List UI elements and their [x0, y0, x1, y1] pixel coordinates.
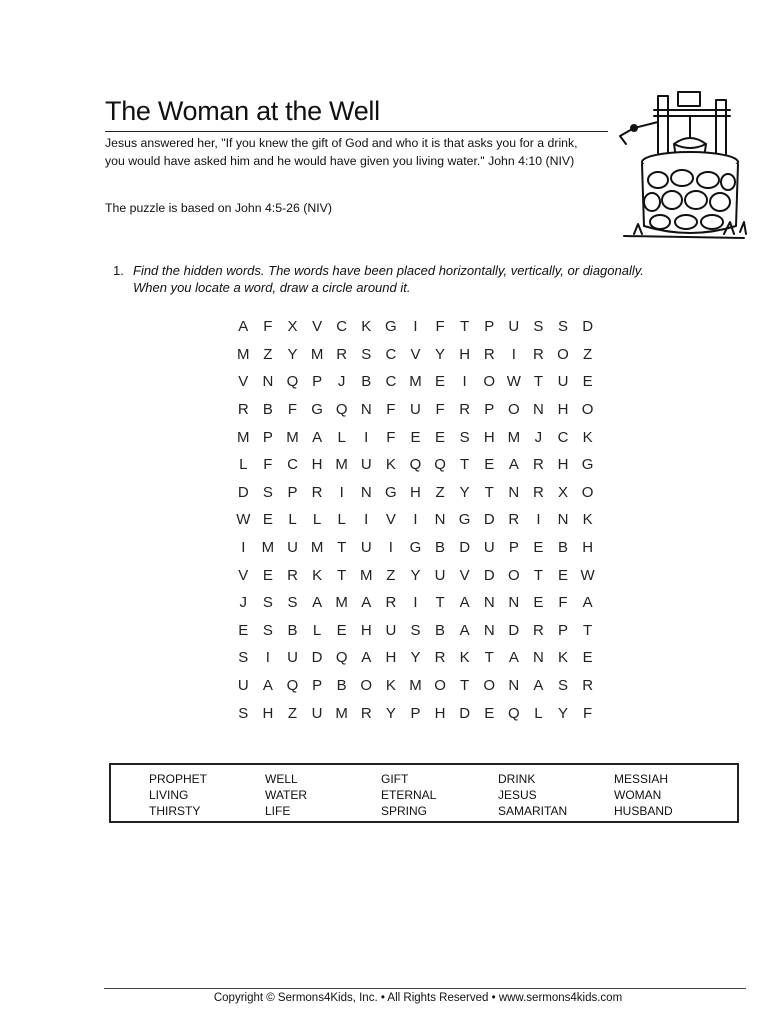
grid-letter[interactable]: K: [582, 428, 593, 446]
grid-letter[interactable]: O: [507, 401, 520, 419]
grid-letter[interactable]: T: [583, 621, 593, 639]
grid-letter[interactable]: X: [287, 318, 298, 336]
word-list-item: JESUS: [498, 788, 537, 802]
grid-letter[interactable]: E: [533, 594, 544, 612]
grid-letter[interactable]: G: [385, 483, 397, 501]
grid-letter[interactable]: M: [409, 677, 422, 695]
grid-letter[interactable]: J: [239, 594, 248, 612]
grid-letter[interactable]: E: [262, 511, 273, 529]
grid-letter[interactable]: N: [360, 401, 372, 419]
grid-letter[interactable]: U: [557, 373, 569, 391]
wishing-well-icon: [614, 88, 748, 248]
grid-letter[interactable]: S: [238, 704, 249, 722]
grid-letter[interactable]: M: [286, 428, 299, 446]
instruction-line-1: Find the hidden words. The words have been placed horizontally, vertically, or diagonally.: [133, 263, 644, 278]
grid-letter[interactable]: B: [262, 401, 273, 419]
grid-letter[interactable]: V: [385, 511, 396, 529]
instruction-line-2: When you locate a word, draw a circle around it.: [133, 280, 411, 295]
grid-letter[interactable]: Z: [583, 345, 593, 363]
grid-letter[interactable]: I: [364, 511, 369, 529]
grid-letter[interactable]: N: [533, 401, 544, 419]
grid-letter[interactable]: K: [459, 649, 470, 667]
grid-letter[interactable]: S: [287, 594, 298, 612]
grid-letter[interactable]: Y: [410, 566, 421, 584]
grid-letter[interactable]: U: [385, 621, 397, 639]
grid-letter[interactable]: L: [312, 511, 322, 529]
grid-letter[interactable]: K: [582, 511, 593, 529]
grid-letter[interactable]: M: [360, 566, 373, 584]
word-list-item: PROPHET: [149, 772, 208, 786]
grid-letter[interactable]: A: [361, 649, 372, 667]
grid-letter[interactable]: O: [581, 483, 594, 501]
grid-letter[interactable]: K: [558, 649, 569, 667]
grid-letter[interactable]: N: [434, 511, 446, 529]
grid-letter[interactable]: O: [581, 401, 594, 419]
grid-letter[interactable]: L: [239, 456, 248, 474]
verse-line-2: you would have asked him and he would have given you living water." John 4:10 (NIV): [105, 154, 575, 168]
grid-letter[interactable]: M: [335, 594, 348, 612]
grid-letter[interactable]: R: [533, 345, 544, 363]
grid-letter[interactable]: L: [337, 511, 346, 529]
grid-letter[interactable]: B: [361, 373, 372, 391]
grid-letter[interactable]: S: [459, 428, 470, 446]
grid-letter[interactable]: Q: [286, 677, 299, 695]
grid-letter[interactable]: H: [582, 539, 594, 557]
grid-letter[interactable]: R: [360, 704, 372, 722]
grid-letter[interactable]: P: [312, 373, 323, 391]
grid-letter[interactable]: C: [336, 318, 348, 336]
grid-letter[interactable]: D: [459, 704, 471, 722]
grid-letter[interactable]: N: [508, 594, 520, 612]
page-title: The Woman at the Well: [105, 96, 380, 126]
grid-letter[interactable]: Y: [410, 649, 421, 667]
grid-letter[interactable]: C: [557, 428, 569, 446]
grid-letter[interactable]: Y: [459, 483, 470, 501]
grid-letter[interactable]: M: [335, 456, 348, 474]
grid-letter[interactable]: C: [385, 345, 397, 363]
word-list-item: ETERNAL: [381, 788, 437, 802]
word-list-item: WOMAN: [614, 788, 662, 802]
grid-letter[interactable]: S: [262, 621, 273, 639]
grid-letter[interactable]: D: [459, 539, 471, 557]
grid-letter[interactable]: W: [580, 566, 595, 584]
grid-letter[interactable]: E: [582, 373, 593, 391]
grid-letter[interactable]: H: [557, 456, 569, 474]
grid-letter[interactable]: S: [238, 649, 249, 667]
grid-letter[interactable]: L: [312, 621, 322, 639]
grid-letter[interactable]: I: [536, 511, 541, 529]
grid-letter[interactable]: E: [582, 649, 593, 667]
grid-letter[interactable]: H: [410, 483, 421, 501]
grid-letter[interactable]: E: [558, 566, 569, 584]
grid-letter[interactable]: R: [533, 621, 544, 639]
grid-letter[interactable]: P: [508, 539, 519, 557]
grid-letter[interactable]: N: [360, 483, 372, 501]
grid-letter[interactable]: R: [287, 566, 298, 584]
grid-letter[interactable]: S: [558, 677, 569, 695]
grid-letter[interactable]: M: [507, 428, 521, 446]
grid-letter[interactable]: I: [241, 539, 246, 557]
grid-letter[interactable]: M: [310, 539, 324, 557]
grid-letter[interactable]: G: [581, 456, 594, 474]
grid-letter[interactable]: J: [337, 373, 346, 391]
grid-letter[interactable]: U: [360, 539, 372, 557]
grid-letter[interactable]: G: [458, 511, 471, 529]
grid-letter[interactable]: S: [410, 621, 421, 639]
grid-letter[interactable]: A: [508, 456, 519, 474]
grid-letter[interactable]: P: [558, 621, 569, 639]
grid-letter[interactable]: F: [558, 594, 568, 612]
grid-letter[interactable]: S: [262, 483, 273, 501]
grid-letter[interactable]: I: [462, 373, 467, 391]
grid-letter[interactable]: A: [508, 649, 519, 667]
grid-letter[interactable]: H: [434, 704, 446, 722]
grid-letter[interactable]: U: [237, 677, 249, 695]
grid-letter[interactable]: E: [410, 428, 421, 446]
grid-letter[interactable]: A: [262, 677, 273, 695]
grid-letter[interactable]: F: [386, 428, 396, 446]
word-list-item: THIRSTY: [149, 804, 201, 818]
grid-letter[interactable]: T: [435, 594, 445, 612]
grid-letter[interactable]: E: [238, 621, 249, 639]
grid-letter[interactable]: I: [265, 649, 270, 667]
grid-letter[interactable]: P: [312, 677, 323, 695]
word-list-box: [109, 763, 739, 823]
grid-letter[interactable]: I: [388, 539, 393, 557]
grid-letter[interactable]: Q: [434, 456, 446, 474]
grid-letter[interactable]: O: [483, 677, 496, 695]
grid-letter[interactable]: D: [483, 511, 495, 529]
grid-letter[interactable]: U: [410, 401, 421, 419]
word-list-item: GIFT: [381, 772, 409, 786]
grid-letter[interactable]: N: [483, 594, 495, 612]
grid-letter[interactable]: T: [484, 483, 494, 501]
grid-letter[interactable]: K: [385, 456, 396, 474]
grid-letter[interactable]: E: [435, 373, 446, 391]
grid-letter[interactable]: T: [460, 456, 470, 474]
verse: [105, 134, 625, 170]
grid-letter[interactable]: K: [361, 318, 372, 336]
grid-letter[interactable]: I: [413, 594, 418, 612]
grid-letter[interactable]: N: [483, 621, 495, 639]
grid-letter[interactable]: R: [385, 594, 397, 612]
grid-letter[interactable]: L: [337, 428, 346, 446]
grid-letter[interactable]: G: [385, 318, 397, 336]
grid-letter[interactable]: G: [409, 539, 422, 557]
grid-letter[interactable]: Y: [435, 345, 446, 363]
word-list-item: MESSIAH: [614, 772, 669, 786]
grid-letter[interactable]: O: [507, 566, 520, 584]
footer-copyright: Copyright © Sermons4Kids, Inc. • All Rights Reserved • www.sermons4kids.com: [213, 992, 623, 1004]
grid-letter[interactable]: M: [409, 373, 422, 391]
grid-letter[interactable]: L: [288, 511, 297, 529]
grid-letter[interactable]: D: [483, 566, 495, 584]
grid-letter[interactable]: W: [506, 373, 521, 391]
grid-letter[interactable]: U: [483, 539, 495, 557]
grid-letter[interactable]: A: [459, 594, 470, 612]
grid-letter[interactable]: B: [558, 539, 569, 557]
grid-letter[interactable]: M: [261, 539, 275, 557]
grid-letter[interactable]: R: [311, 483, 323, 501]
grid-letter[interactable]: H: [483, 428, 495, 446]
grid-letter[interactable]: H: [360, 621, 372, 639]
grid-letter[interactable]: O: [483, 373, 496, 391]
grid-letter[interactable]: D: [237, 483, 249, 501]
grid-letter[interactable]: C: [385, 373, 397, 391]
grid-letter[interactable]: U: [434, 566, 446, 584]
grid-letter[interactable]: T: [484, 649, 494, 667]
grid-letter[interactable]: T: [533, 373, 543, 391]
grid-letter[interactable]: H: [262, 704, 274, 722]
word-list-item: WELL: [265, 772, 298, 786]
grid-letter[interactable]: M: [310, 345, 324, 363]
grid-letter[interactable]: A: [533, 677, 544, 695]
grid-letter[interactable]: E: [484, 456, 495, 474]
grid-letter[interactable]: Q: [335, 401, 348, 419]
grid-letter[interactable]: F: [435, 401, 445, 419]
scripture-reference: The puzzle is based on John 4:5-26 (NIV): [105, 201, 332, 215]
grid-letter[interactable]: P: [484, 401, 495, 419]
word-search-grid[interactable]: [231, 313, 600, 727]
grid-letter[interactable]: F: [263, 318, 273, 336]
grid-letter[interactable]: P: [484, 318, 495, 336]
grid-letter[interactable]: R: [533, 483, 544, 501]
grid-letter[interactable]: C: [287, 456, 298, 474]
grid-letter[interactable]: O: [360, 677, 373, 695]
word-list-item: LIVING: [149, 788, 189, 802]
grid-letter[interactable]: T: [460, 318, 470, 336]
grid-letter[interactable]: T: [460, 677, 470, 695]
grid-letter[interactable]: U: [287, 649, 298, 667]
grid-letter[interactable]: Z: [435, 483, 445, 501]
grid-letter[interactable]: E: [435, 428, 446, 446]
grid-letter[interactable]: H: [557, 401, 569, 419]
word-list-column: [614, 771, 673, 819]
grid-letter[interactable]: V: [238, 566, 249, 584]
grid-letter[interactable]: F: [386, 401, 396, 419]
grid-letter[interactable]: F: [583, 704, 593, 722]
grid-letter[interactable]: Y: [558, 704, 569, 722]
word-list-item: LIFE: [265, 804, 291, 818]
grid-letter[interactable]: K: [385, 677, 396, 695]
grid-letter[interactable]: O: [557, 345, 569, 363]
grid-letter[interactable]: R: [508, 511, 520, 529]
word-list-column: [498, 771, 567, 819]
grid-letter[interactable]: O: [434, 677, 446, 695]
grid-letter[interactable]: A: [582, 594, 593, 612]
grid-letter[interactable]: F: [287, 401, 298, 419]
grid-letter[interactable]: P: [262, 428, 273, 446]
grid-letter[interactable]: Q: [286, 373, 299, 391]
grid-letter[interactable]: A: [361, 594, 372, 612]
grid-letter[interactable]: I: [339, 483, 344, 501]
grid-letter[interactable]: I: [511, 345, 516, 363]
grid-letter[interactable]: T: [337, 539, 347, 557]
grid-letter[interactable]: Z: [263, 345, 273, 363]
grid-letter[interactable]: Y: [385, 704, 396, 722]
grid-letter[interactable]: L: [534, 704, 543, 722]
grid-letter[interactable]: V: [459, 566, 470, 584]
grid-letter[interactable]: N: [533, 649, 544, 667]
word-list-item: HUSBAND: [614, 804, 673, 818]
grid-letter[interactable]: I: [413, 318, 418, 336]
grid-letter[interactable]: U: [360, 456, 372, 474]
grid-letter[interactable]: Y: [287, 345, 298, 363]
grid-letter[interactable]: R: [336, 345, 348, 363]
grid-letter[interactable]: H: [385, 649, 397, 667]
grid-letter[interactable]: V: [410, 345, 421, 363]
grid-letter[interactable]: B: [435, 539, 446, 557]
grid-letter[interactable]: E: [484, 704, 495, 722]
word-list-item: SPRING: [381, 804, 428, 818]
grid-letter[interactable]: W: [236, 511, 251, 529]
grid-letter[interactable]: R: [533, 456, 544, 474]
grid-letter[interactable]: U: [508, 318, 520, 336]
grid-letter[interactable]: E: [336, 621, 347, 639]
word-list-column: [265, 771, 307, 819]
grid-letter[interactable]: F: [263, 456, 273, 474]
title-divider: [105, 131, 608, 132]
grid-letter[interactable]: F: [435, 318, 445, 336]
grid-letter[interactable]: B: [287, 621, 298, 639]
word-list-item: SAMARITAN: [498, 804, 568, 818]
instruction-number: 1.: [113, 263, 124, 278]
grid-letter[interactable]: N: [508, 677, 520, 695]
grid-letter[interactable]: I: [364, 428, 369, 446]
grid-letter[interactable]: R: [237, 401, 249, 419]
grid-letter[interactable]: S: [262, 594, 273, 612]
grid-letter[interactable]: T: [533, 566, 543, 584]
grid-letter[interactable]: R: [582, 677, 594, 695]
grid-letter[interactable]: A: [312, 428, 323, 446]
grid-letter[interactable]: Q: [507, 704, 520, 722]
grid-letter[interactable]: R: [459, 401, 471, 419]
grid-letter[interactable]: E: [262, 566, 273, 584]
grid-letter[interactable]: R: [434, 649, 446, 667]
grid-letter[interactable]: V: [312, 318, 323, 336]
word-list-column: [149, 771, 207, 819]
grid-letter[interactable]: N: [508, 483, 520, 501]
grid-letter[interactable]: N: [557, 511, 569, 529]
verse-line-1: Jesus answered her, "If you knew the gift of God and who it is that asks you for a drink,: [105, 136, 578, 150]
grid-letter[interactable]: Z: [287, 704, 298, 722]
footer-divider: [104, 988, 746, 989]
grid-letter[interactable]: Z: [386, 566, 396, 584]
grid-letter[interactable]: R: [483, 345, 495, 363]
grid-letter[interactable]: G: [311, 401, 323, 419]
grid-letter[interactable]: D: [508, 621, 520, 639]
grid-letter[interactable]: A: [238, 318, 249, 336]
grid-letter[interactable]: U: [287, 539, 298, 557]
grid-letter[interactable]: Q: [409, 456, 422, 474]
grid-letter[interactable]: E: [533, 539, 544, 557]
grid-letter[interactable]: I: [413, 511, 418, 529]
grid-letter[interactable]: H: [311, 456, 323, 474]
grid-letter[interactable]: A: [312, 594, 323, 612]
grid-letter[interactable]: X: [558, 483, 569, 501]
grid-letter[interactable]: V: [238, 373, 249, 391]
grid-letter[interactable]: N: [262, 373, 274, 391]
grid-letter[interactable]: U: [311, 704, 323, 722]
grid-letter[interactable]: S: [558, 318, 569, 336]
grid-letter[interactable]: M: [237, 345, 250, 363]
grid-letter[interactable]: K: [312, 566, 323, 584]
word-list-item: DRINK: [498, 772, 536, 786]
grid-letter[interactable]: D: [582, 318, 594, 336]
grid-letter[interactable]: S: [361, 345, 372, 363]
grid-letter[interactable]: P: [410, 704, 421, 722]
word-list-column: [381, 771, 436, 819]
grid-letter[interactable]: P: [287, 483, 298, 501]
grid-letter[interactable]: T: [337, 566, 347, 584]
grid-letter[interactable]: A: [459, 621, 470, 639]
grid-letter[interactable]: M: [237, 428, 250, 446]
grid-letter[interactable]: J: [534, 428, 543, 446]
grid-letter[interactable]: S: [533, 318, 544, 336]
word-list-item: WATER: [265, 788, 307, 802]
grid-letter[interactable]: B: [435, 621, 446, 639]
grid-letter[interactable]: M: [335, 704, 348, 722]
grid-letter[interactable]: B: [336, 677, 347, 695]
grid-letter[interactable]: Q: [335, 649, 348, 667]
grid-letter[interactable]: D: [311, 649, 323, 667]
grid-letter[interactable]: H: [459, 345, 471, 363]
